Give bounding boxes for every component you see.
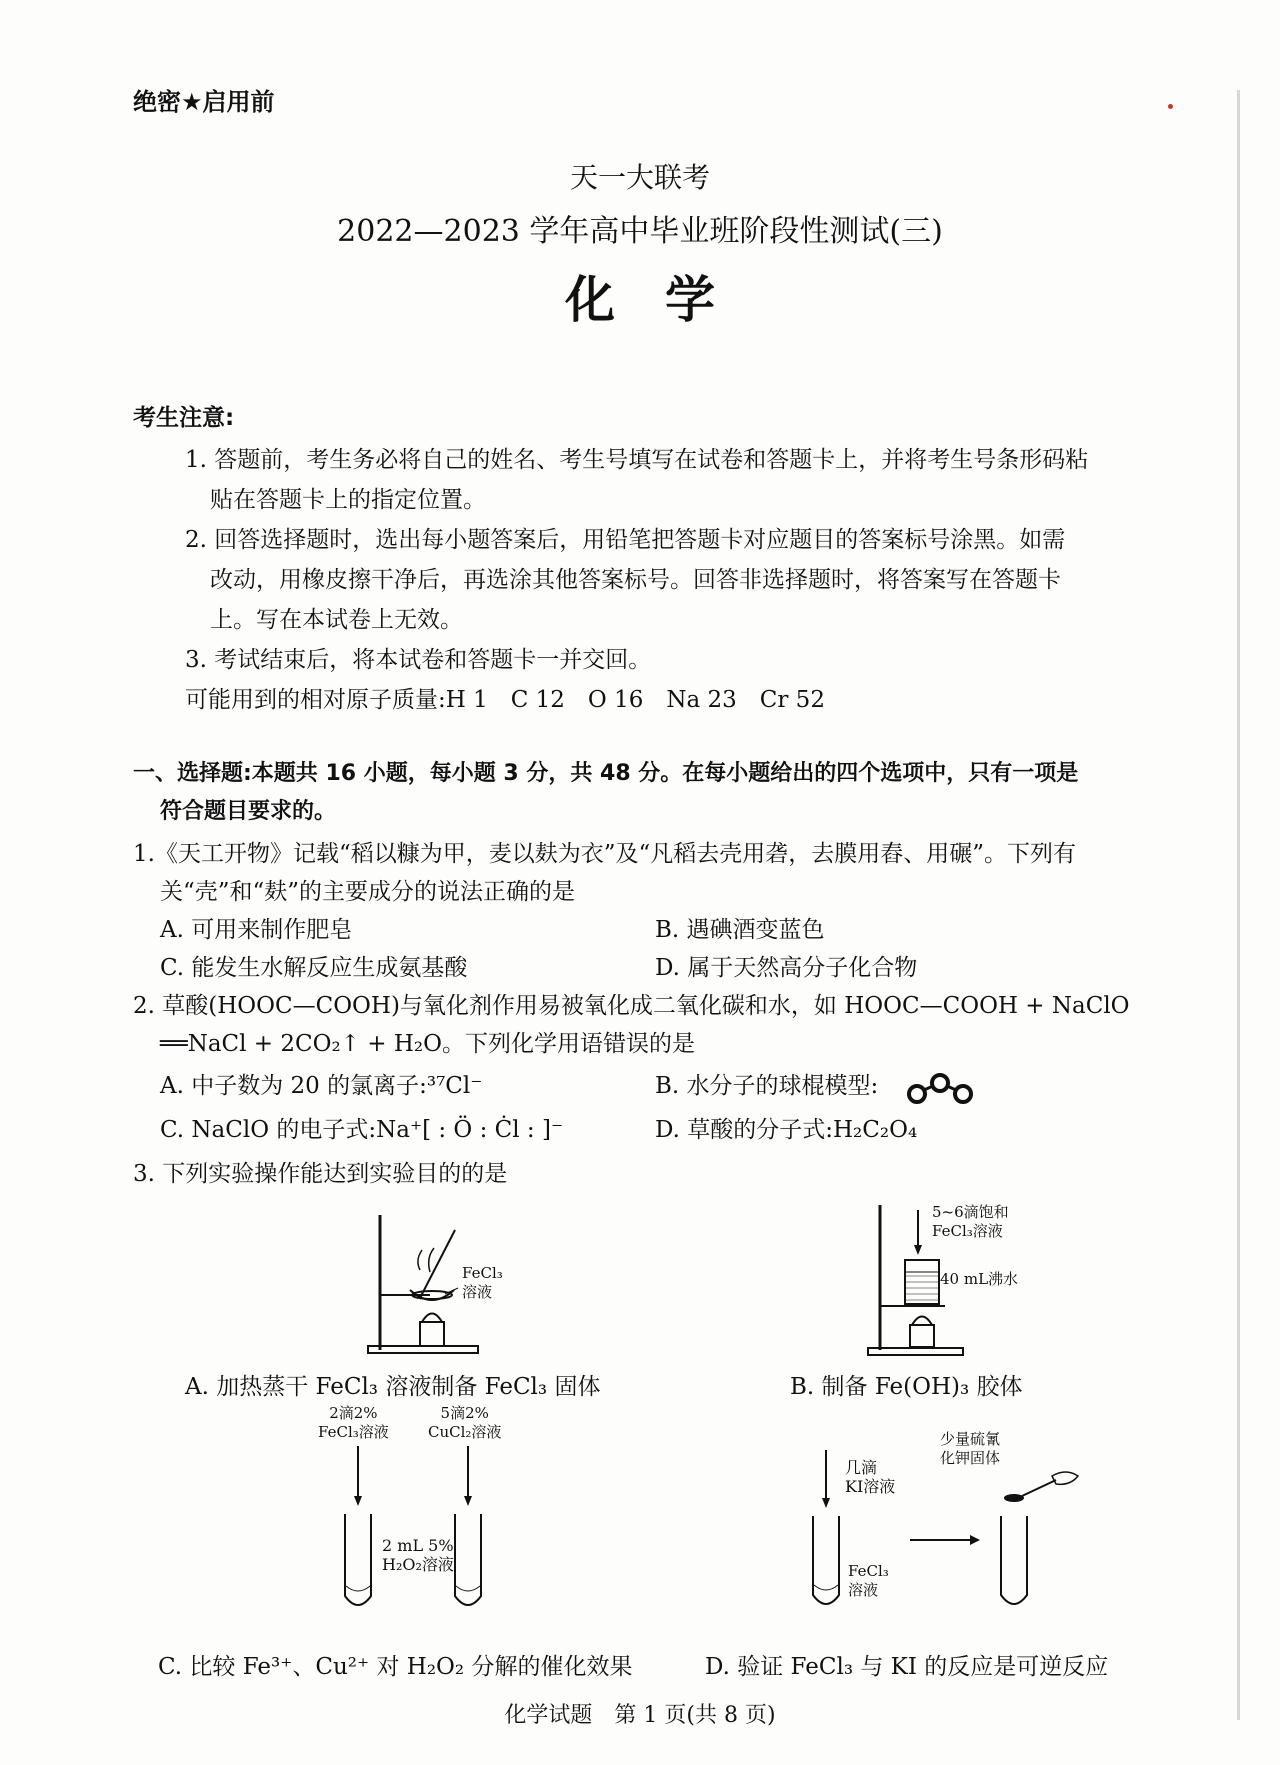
notice-item-1-cont: 贴在答题卡上的指定位置。 [210,487,486,513]
q3-stem: 3. 下列实验操作能达到实验目的的是 [133,1161,508,1187]
section1-heading: 一、选择题:本题共 16 小题，每小题 3 分，共 48 分。在每小题给出的四个选项中，只有一项是 [133,761,1079,786]
figure-a-reagent-label [462,1264,503,1302]
page-footer: 化学试题 第 1 页(共 8 页) [504,1703,776,1728]
figure-c-right-text: 5滴2% CuCl₂溶液 [428,1404,502,1441]
figure-d-fecl3-text: FeCl₃ 溶液 [848,1562,889,1599]
notice-item-1: 1. 答题前，考生务必将自己的姓名、考生号填写在试卷和答题卡上，并将考生号条形码粘 [185,447,1089,473]
subject-title: 化 学 [565,271,715,329]
figure-c-h2o2-label [382,1536,454,1574]
q2-stem-cont: ══NaCl + 2CO₂↑ + H₂O。下列化学用语错误的是 [160,1031,695,1057]
notice-heading: 考生注意: [133,405,235,431]
figure-d-ki-text: 几滴 KI溶液 [845,1458,896,1496]
q2-stem: 2. 草酸(HOOC—COOH)与氧化剂作用易被氧化成二氧化碳和水，如 HOOC—COOH + NaClO [133,993,1130,1019]
q1-option-d: D. 属于天然高分子化合物 [655,955,918,981]
notice-item-2: 2. 回答选择题时，选出每小题答案后，用铅笔把答题卡对应题目的答案标号涂黑。如需 [185,527,1066,553]
q1-stem-cont: 关“壳”和“麸”的主要成分的说法正确的是 [160,879,576,905]
org-title: 天一大联考 [569,161,710,194]
q1-option-b: B. 遇碘酒变蓝色 [655,917,825,943]
figure-c-right-label [428,1404,501,1442]
q2-option-c: C. NaClO 的电子式:Na⁺[ : Ö : Ċl : ]⁻ [160,1117,564,1143]
figure-d-ki-label [845,1458,895,1496]
q2-option-d: D. 草酸的分子式:H₂C₂O₄ [655,1117,918,1143]
figure-b-drops-label [932,1203,1009,1241]
q1-stem: 1.《天工开物》记载“稻以糠为甲，麦以麸为衣”及“凡稻去壳用砻，去膜用舂、用碾”。下列有 [133,841,1076,867]
figure-a-caption: A. 加热蒸干 FeCl₃ 溶液制备 FeCl₃ 固体 [185,1374,601,1400]
figure-b-drops-text: 5~6滴饱和 FeCl₃溶液 [932,1203,1009,1240]
figure-c-left-label [318,1404,389,1442]
atomic-masses: 可能用到的相对原子质量:H 1 C 12 O 16 Na 23 Cr 52 [185,687,825,713]
figure-d-kscn-label [940,1430,1000,1468]
red-dot [1168,104,1173,109]
figure-c-h2o2-text: 2 mL 5% H₂O₂溶液 [382,1536,454,1574]
figure-c-caption: C. 比较 Fe³⁺、Cu²⁺ 对 H₂O₂ 分解的催化效果 [158,1654,633,1680]
q1-option-a: A. 可用来制作肥皂 [160,917,353,943]
q1-option-c: C. 能发生水解反应生成氨基酸 [160,955,468,981]
exam-title: 2022—2023 学年高中毕业班阶段性测试(三) [337,214,943,249]
notice-item-3: 3. 考试结束后，将本试卷和答题卡一并交回。 [185,647,652,673]
water-ball-stick-model [905,1072,975,1106]
scan-edge-line [1237,90,1240,1720]
q2-option-b: B. 水分子的球棍模型: [655,1073,879,1099]
confidential-label: 绝密★启用前 [133,88,275,116]
figure-d-kscn-text: 少量硫氰 化钾固体 [940,1430,1001,1467]
notice-item-2-cont2: 上。写在本试卷上无效。 [210,607,463,633]
figure-d-caption: D. 验证 FeCl₃ 与 KI 的反应是可逆反应 [705,1654,1109,1680]
section1-heading-cont: 符合题目要求的。 [160,799,337,824]
figure-d-fecl3-label [848,1562,889,1600]
figure-b-water-label: 40 mL沸水 [940,1270,1019,1288]
q2-option-a: A. 中子数为 20 的氯离子:³⁷Cl⁻ [160,1073,483,1099]
figure-a-reagent-text: FeCl₃ 溶液 [462,1264,503,1301]
figure-b-caption: B. 制备 Fe(OH)₃ 胶体 [790,1374,1023,1400]
figure-c-left-text: 2滴2% FeCl₃溶液 [318,1404,389,1441]
notice-item-2-cont1: 改动，用橡皮擦干净后，再选涂其他答案标号。回答非选择题时，将答案写在答题卡 [210,567,1061,593]
figure-c-test-tubes [330,1446,500,1616]
